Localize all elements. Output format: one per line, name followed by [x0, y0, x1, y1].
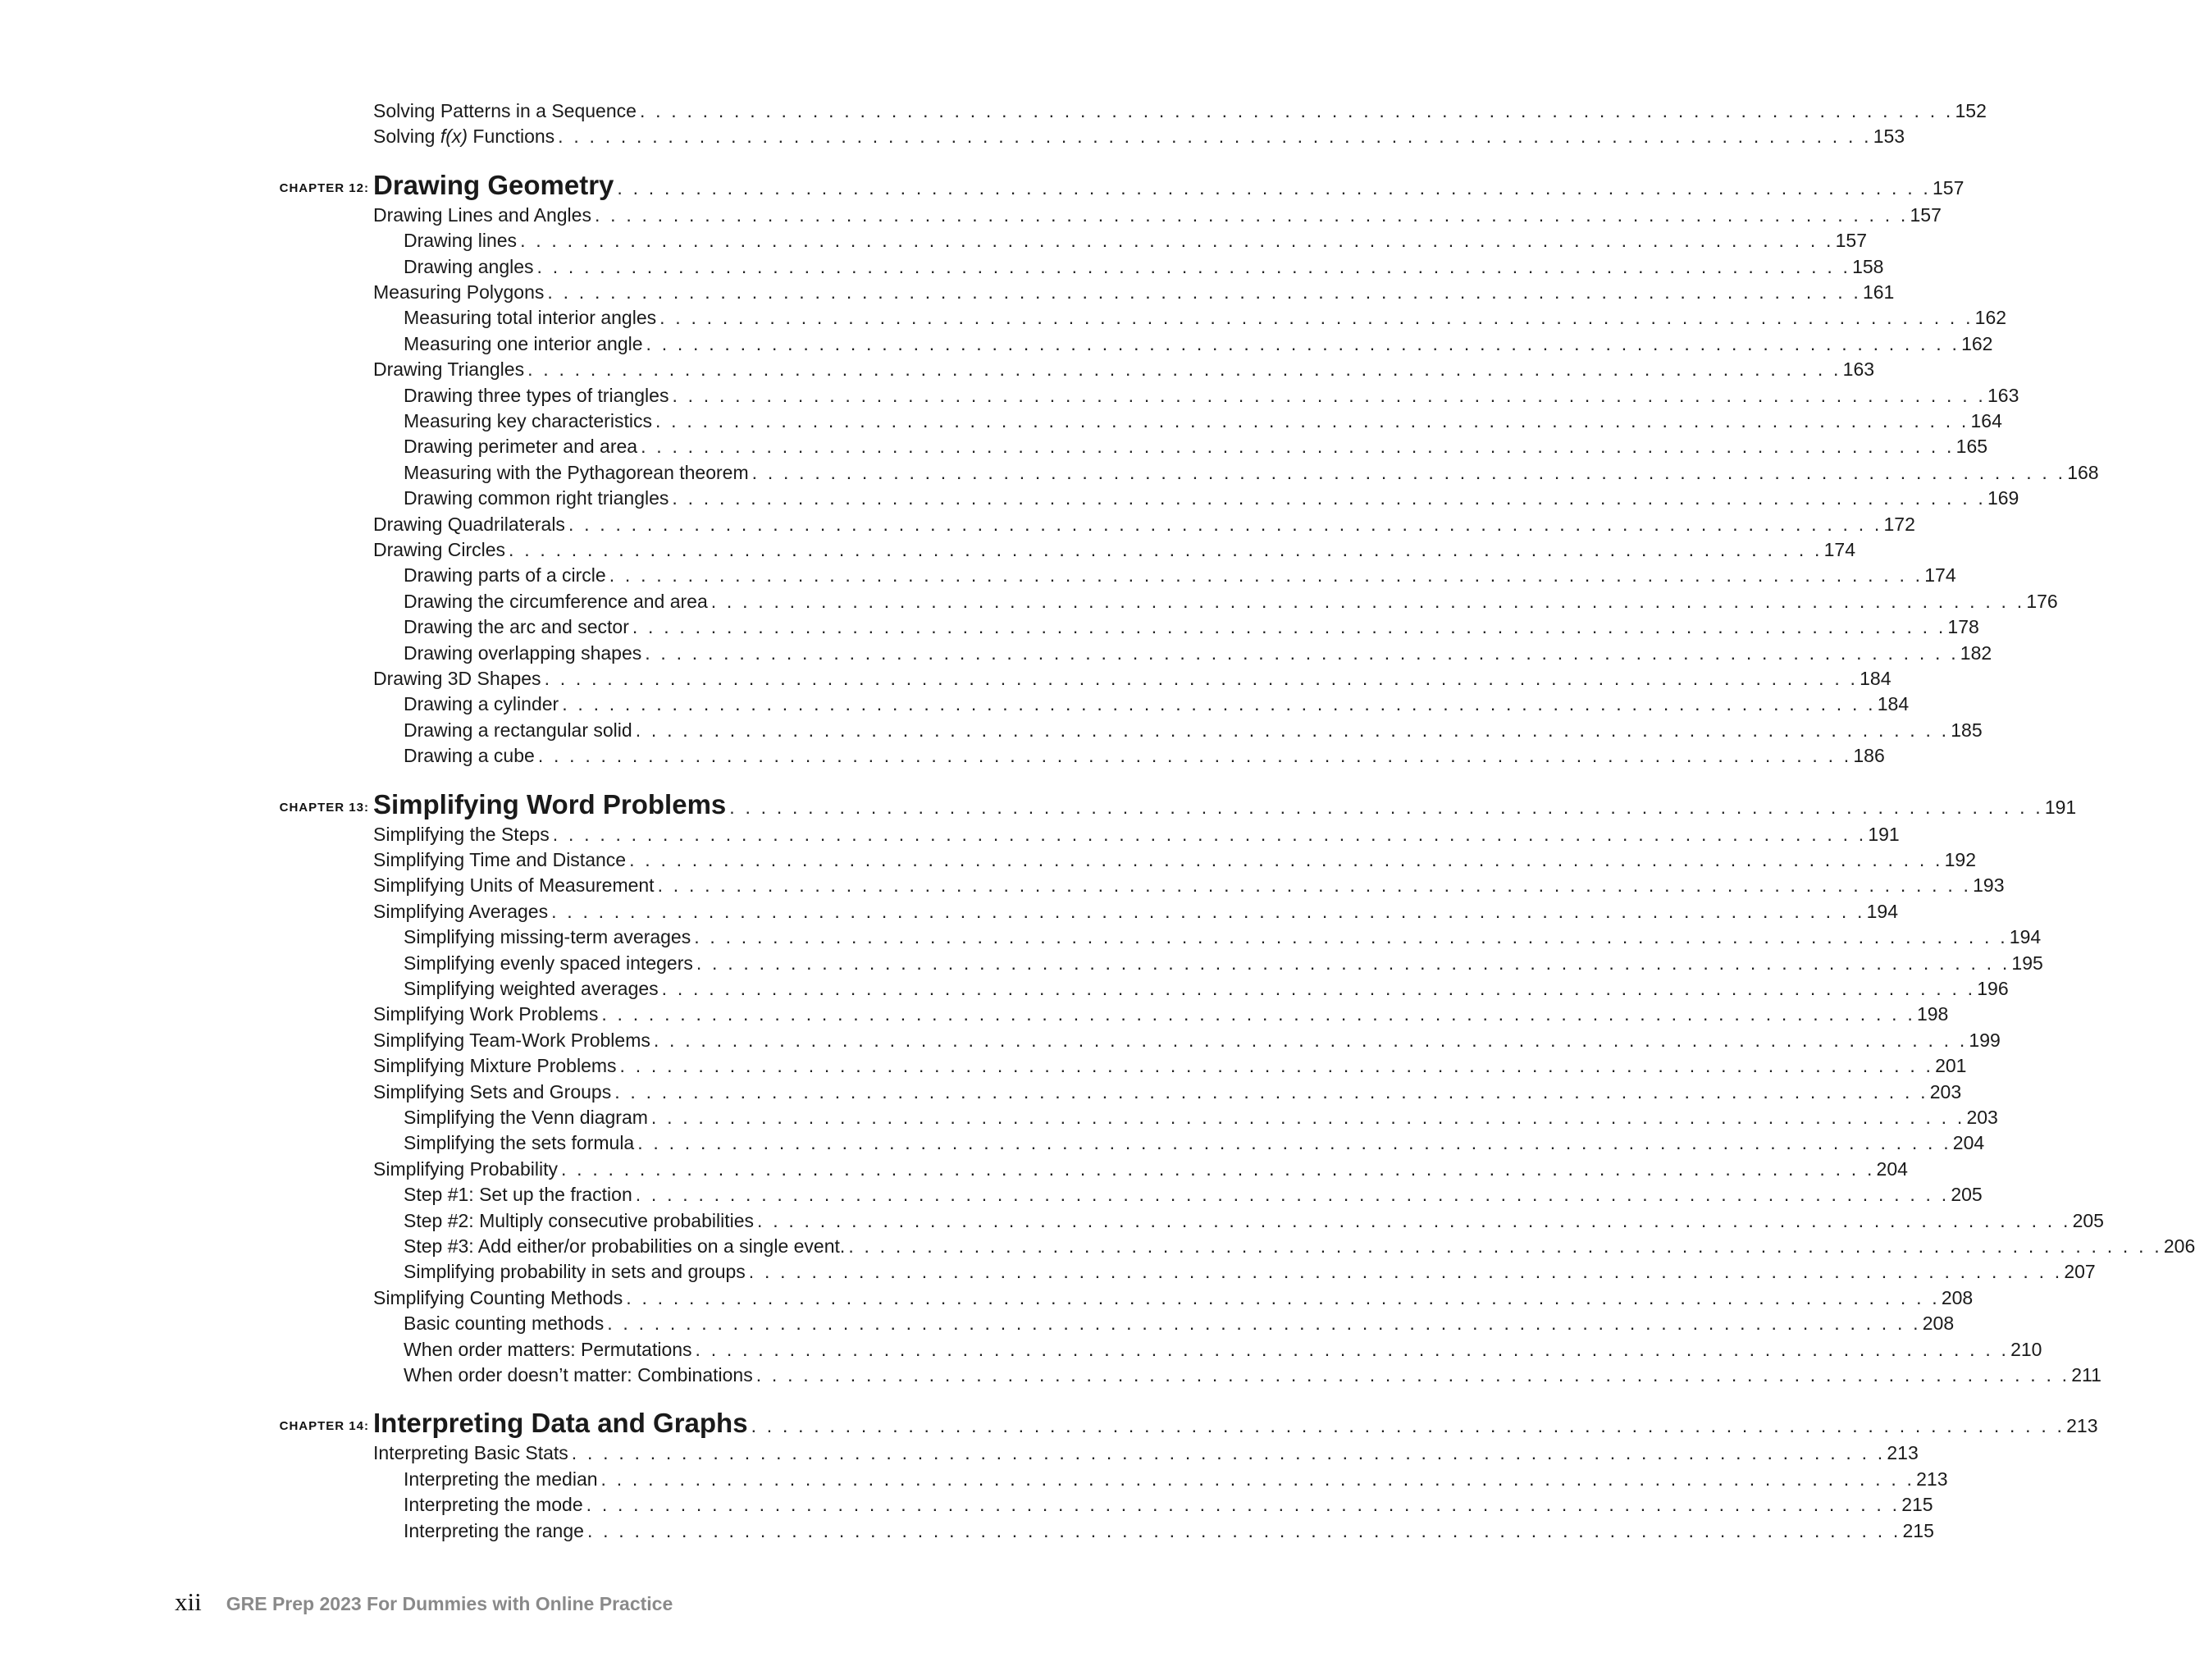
subsection-entry[interactable] — [404, 1208, 2104, 1233]
entry-page: 208 — [1922, 1312, 1955, 1335]
dot-leader: . . . . . . . . . . . . . . . . . . . . . . . . . . . . . . . . . . . . . . . . . . . . . . . . . . . . . . . . . . . . . . . . . . . . . . . . . . . . . . . . . . . . — [560, 1157, 1875, 1180]
dot-leader: . . . . . . . . . . . . . . . . . . . . . . . . . . . . . . . . . . . . . . . . . . . . . . . . . . . . . . . . . . . . . . . . . . . . . . . . . . . . . . . . . . . . — [751, 1415, 2065, 1437]
entry-title: Drawing angles — [404, 255, 534, 277]
entry-page: 162 — [1961, 332, 1993, 354]
entry-page: 163 — [1987, 384, 2019, 406]
entry-title: When order doesn’t matter: Combinations — [404, 1364, 753, 1386]
subsection-entry[interactable] — [404, 640, 1992, 665]
section-entry[interactable] — [373, 356, 1875, 381]
entry-page: 198 — [1916, 1003, 1949, 1025]
dot-leader: . . . . . . . . . . . . . . . . . . . . . . . . . . . . . . . . . . . . . . . . . . . . . . . . . . . . . . . . . . . . . . . . . . . . . . . . . . . . . . . . . . . . — [646, 332, 1960, 354]
entry-title: Drawing a cylinder — [404, 693, 559, 715]
entry-title: Step #2: Multiply consecutive probabilities — [404, 1209, 755, 1231]
section-entry[interactable] — [373, 123, 1905, 148]
section-entry[interactable] — [373, 1079, 1962, 1104]
dot-leader: . . . . . . . . . . . . . . . . . . . . . . . . . . . . . . . . . . . . . . . . . . . . . . . . . . . . . . . . . . . . . . . . . . . . . . . . . . . . . . . . . . . . — [650, 1107, 1965, 1128]
entry-title: Simplifying Counting Methods — [373, 1286, 623, 1308]
entry-title: Simplifying weighted averages — [404, 978, 659, 999]
subsection-entry[interactable] — [404, 1104, 1998, 1130]
entry-page: 191 — [2044, 796, 2077, 818]
subsection-entry[interactable] — [404, 614, 1979, 639]
subsection-entry[interactable] — [404, 1518, 1934, 1543]
entry-page: 215 — [1901, 1494, 1933, 1516]
dot-leader: . . . . . . . . . . . . . . . . . . . . . . . . . . . . . . . . . . . . . . . . . . . . . . . . . . . . . . . . . . . . . . . . . . . . . . . . . . . . . . . . . . . . — [619, 1055, 1934, 1077]
entry-title: Drawing Geometry — [373, 169, 614, 200]
entry-title: Simplifying the Steps — [373, 823, 550, 845]
entry-title: Step #3: Add either/or probabilities on a single event. — [404, 1235, 846, 1257]
dot-leader: . . . . . . . . . . . . . . . . . . . . . . . . . . . . . . . . . . . . . . . . . . . . . . . . . . . . . . . . . . . . . . . . . . . . . . . . . . . . . . . . . . . . — [607, 1312, 1921, 1335]
section-entry[interactable] — [373, 1285, 1974, 1310]
entry-page: 157 — [1910, 203, 1942, 226]
entry-title: Drawing Lines and Angles — [373, 203, 591, 226]
dot-leader: . . . . . . . . . . . . . . . . . . . . . . . . . . . . . . . . . . . . . . . . . . . . . . . . . . . . . . . . . . . . . . . . . . . . . . . . . . . . . . . . . . . . — [547, 281, 1861, 303]
entry-title: Basic counting methods — [404, 1312, 605, 1335]
dot-leader: . . . . . . . . . . . . . . . . . . . . . . . . . . . . . . . . . . . . . . . . . . . . . . . . . . . . . . . . . . . . . . . . . . . . . . . . . . . . . . . . . . . . — [629, 849, 1943, 870]
dot-leader: . . . . . . . . . . . . . . . . . . . . . . . . . . . . . . . . . . . . . . . . . . . . . . . . . . . . . . . . . . . . . . . . . . . . . . . . . . . . . . . . . . . . — [657, 874, 1972, 897]
entry-page: 194 — [2009, 926, 2042, 948]
dot-leader: . . . . . . . . . . . . . . . . . . . . . . . . . . . . . . . . . . . . . . . . . . . . . . . . . . . . . . . . . . . . . . . . . . . . . . . . . . . . . . . . . . . . — [586, 1519, 1901, 1541]
subsection-entry[interactable] — [404, 742, 1885, 768]
subsection-entry[interactable] — [404, 588, 2058, 614]
entry-page: 215 — [1902, 1519, 1934, 1541]
entry-title: Drawing common right triangles — [404, 487, 669, 509]
subsection-entry[interactable] — [404, 562, 1956, 587]
entry-page: 205 — [2072, 1209, 2104, 1231]
dot-leader: . . . . . . . . . . . . . . . . . . . . . . . . . . . . . . . . . . . . . . . . . . . . . . . . . . . . . . . . . . . . . . . . . . . . . . . . . . . . . . . . . . . . — [551, 900, 1865, 922]
section-entry[interactable] — [373, 821, 1900, 847]
entry-title: Drawing a rectangular solid — [404, 719, 632, 741]
entry-page: 158 — [1852, 255, 1884, 277]
section-entry[interactable] — [373, 536, 1855, 562]
entry-page: 174 — [1823, 539, 1855, 560]
dot-leader: . . . . . . . . . . . . . . . . . . . . . . . . . . . . . . . . . . . . . . . . . . . . . . . . . . . . . . . . . . . . . . . . . . . . . . . . . . . . . . . . . . . . — [594, 203, 1909, 226]
chapter-entry[interactable] — [373, 1404, 2098, 1440]
chapter-entry[interactable] — [373, 166, 1965, 202]
entry-page: 208 — [1941, 1286, 1974, 1308]
dot-leader: . . . . . . . . . . . . . . . . . . . . . . . . . . . . . . . . . . . . . . . . . . . . . . . . . . . . . . . . . . . . . . . . . . . . . . . . . . . . . . . . . . . . — [635, 1184, 1950, 1206]
dot-leader: . . . . . . . . . . . . . . . . . . . . . . . . . . . . . . . . . . . . . . . . . . . . . . . . . . . . . . . . . . . . . . . . . . . . . . . . . . . . . . . . . . . . — [641, 436, 1955, 458]
dot-leader: . . . . . . . . . . . . . . . . . . . . . . . . . . . . . . . . . . . . . . . . . . . . . . . . . . . . . . . . . . . . . . . . . . . . . . . . . . . . . . . . . . . . — [637, 1132, 1951, 1154]
entry-page: 153 — [1873, 126, 1905, 148]
dot-leader: . . . . . . . . . . . . . . . . . . . . . . . . . . . . . . . . . . . . . . . . . . . . . . . . . . . . . . . . . . . . . . . . . . . . . . . . . . . . . . . . . . . . — [544, 668, 1859, 689]
subsection-entry[interactable] — [404, 717, 1983, 742]
entry-page: 184 — [1860, 668, 1892, 689]
dot-leader: . . . . . . . . . . . . . . . . . . . . . . . . . . . . . . . . . . . . . . . . . . . . . . . . . . . . . . . . . . . . . . . . . . . . . . . . . . . . . . . . . . . . — [527, 358, 1841, 381]
dot-leader: . . . . . . . . . . . . . . . . . . . . . . . . . . . . . . . . . . . . . . . . . . . . . . . . . . . . . . . . . . . . . . . . . . . . . . . . . . . . . . . . . . . . — [601, 1003, 1915, 1025]
subsection-entry[interactable] — [404, 253, 1884, 279]
entry-page: 213 — [1916, 1468, 1948, 1490]
dot-leader: . . . . . . . . . . . . . . . . . . . . . . . . . . . . . . . . . . . . . . . . . . . . . . . . . . . . . . . . . . . . . . . . . . . . . . . . . . . . . . . . . . . . — [552, 823, 1867, 845]
subsection-entry[interactable] — [404, 691, 1910, 716]
entry-page: 186 — [1853, 745, 1885, 767]
dot-leader: . . . . . . . . . . . . . . . . . . . . . . . . . . . . . . . . . . . . . . . . . . . . . . . . . . . . . . . . . . . . . . . . . . . . . . . . . . . . . . . . . . . . — [626, 1286, 1940, 1308]
dot-leader: . . . . . . . . . . . . . . . . . . . . . . . . . . . . . . . . . . . . . . . . . . . . . . . . . . . . . . . . . . . . . . . . . . . . . . . . . . . . . . . . . . . . — [509, 539, 1823, 560]
subsection-entry[interactable] — [404, 382, 2019, 408]
entry-page: 168 — [2067, 461, 2099, 483]
chapter-label: CHAPTER 14: — [279, 1419, 369, 1434]
dot-leader: . . . . . . . . . . . . . . . . . . . . . . . . . . . . . . . . . . . . . . . . . . . . . . . . . . . . . . . . . . . . . . . . . . . . . . . . . . . . . . . . . . . . — [600, 1468, 1915, 1490]
entry-title: Drawing Quadrilaterals — [373, 513, 565, 535]
entry-page: 165 — [1955, 436, 1988, 458]
dot-leader: . . . . . . . . . . . . . . . . . . . . . . . . . . . . . . . . . . . . . . . . . . . . . . . . . . . . . . . . . . . . . . . . . . . . . . . . . . . . . . . . . . . . — [659, 307, 1974, 329]
entry-title: Simplifying Word Problems — [373, 788, 727, 819]
subsection-entry[interactable] — [404, 1336, 2042, 1362]
entry-page: 164 — [1970, 410, 2002, 431]
section-entry[interactable] — [373, 1440, 1919, 1465]
entry-page: 152 — [1955, 100, 1987, 121]
entry-title: Simplifying the sets formula — [404, 1132, 635, 1154]
entry-title: Drawing three types of triangles — [404, 384, 669, 406]
entry-page: 169 — [1987, 487, 2019, 509]
entry-title: Drawing Circles — [373, 539, 506, 560]
dot-leader: . . . . . . . . . . . . . . . . . . . . . . . . . . . . . . . . . . . . . . . . . . . . . . . . . . . . . . . . . . . . . . . . . . . . . . . . . . . . . . . . . . . . — [848, 1235, 2162, 1257]
entry-title: Drawing the arc and sector — [404, 616, 629, 638]
section-entry[interactable] — [373, 202, 1942, 227]
entry-page: 176 — [2026, 590, 2058, 612]
entry-title: Interpreting Basic Stats — [373, 1442, 568, 1464]
dot-leader: . . . . . . . . . . . . . . . . . . . . . . . . . . . . . . . . . . . . . . . . . . . . . . . . . . . . . . . . . . . . . . . . . . . . . . . . . . . . . . . . . . . . — [536, 255, 1851, 277]
subsection-entry[interactable] — [404, 924, 2042, 949]
dot-leader: . . . . . . . . . . . . . . . . . . . . . . . . . . . . . . . . . . . . . . . . . . . . . . . . . . . . . . . . . . . . . . . . . . . . . . . . . . . . . . . . . . . . — [609, 564, 1923, 587]
page-footer — [175, 1587, 673, 1617]
book-title: GRE Prep 2023 For Dummies with Online Practice — [226, 1593, 673, 1614]
entry-title: Simplifying Sets and Groups — [373, 1080, 612, 1102]
entry-page: 204 — [1952, 1132, 1985, 1154]
entry-page: 203 — [1929, 1080, 1962, 1102]
entry-title: Measuring Polygons — [373, 281, 545, 303]
subsection-entry[interactable] — [404, 1233, 2195, 1258]
dot-leader: . . . . . . . . . . . . . . . . . . . . . . . . . . . . . . . . . . . . . . . . . . . . . . . . . . . . . . . . . . . . . . . . . . . . . . . . . . . . . . . . . . . . — [655, 410, 1969, 431]
entry-title: Simplifying Time and Distance — [373, 849, 627, 870]
entry-title: Measuring with the Pythagorean theorem — [404, 461, 749, 483]
entry-page: 174 — [1924, 564, 1956, 587]
entry-page: 201 — [1935, 1055, 1967, 1077]
entry-page: 193 — [1973, 874, 2005, 897]
entry-title: Drawing parts of a circle — [404, 564, 606, 587]
entry-page: 210 — [2010, 1338, 2042, 1360]
subsection-entry[interactable] — [404, 950, 2043, 975]
entry-page: 207 — [2064, 1261, 2096, 1283]
subsection-entry[interactable] — [404, 485, 2019, 510]
subsection-entry[interactable] — [404, 227, 1867, 253]
entry-title: Interpreting the median — [404, 1468, 598, 1490]
entry-title: Drawing a cube — [404, 745, 535, 767]
entry-page: 192 — [1944, 849, 1977, 870]
entry-title: Simplifying Work Problems — [373, 1003, 599, 1025]
dot-leader: . . . . . . . . . . . . . . . . . . . . . . . . . . . . . . . . . . . . . . . . . . . . . . . . . . . . . . . . . . . . . . . . . . . . . . . . . . . . . . . . . . . . — [672, 384, 1986, 406]
entry-page: 191 — [1868, 823, 1900, 845]
chapter-label: CHAPTER 13: — [279, 800, 369, 815]
entry-title: Drawing lines — [404, 230, 518, 252]
dot-leader: . . . . . . . . . . . . . . . . . . . . . . . . . . . . . . . . . . . . . . . . . . . . . . . . . . . . . . . . . . . . . . . . . . . . . . . . . . . . . . . . . . . . — [672, 487, 1986, 509]
entry-title: Simplifying missing-term averages — [404, 926, 691, 948]
section-entry[interactable] — [373, 665, 1892, 691]
entry-title: Drawing overlapping shapes — [404, 641, 642, 664]
subsection-entry[interactable] — [404, 408, 2002, 433]
dot-leader: . . . . . . . . . . . . . . . . . . . . . . . . . . . . . . . . . . . . . . . . . . . . . . . . . . . . . . . . . . . . . . . . . . . . . . . . . . . . . . . . . . . . — [639, 100, 1954, 121]
entry-title: Step #1: Set up the fraction — [404, 1184, 632, 1206]
section-entry[interactable] — [373, 1001, 1949, 1026]
entry-title: Simplifying the Venn diagram — [404, 1107, 648, 1128]
section-entry[interactable] — [373, 1027, 2001, 1052]
section-entry[interactable] — [373, 98, 1987, 123]
entry-page: 161 — [1862, 281, 1895, 303]
chapter-entry[interactable] — [373, 785, 2077, 821]
entry-title — [373, 124, 558, 148]
subsection-entry[interactable] — [404, 975, 2009, 1001]
entry-page: 178 — [1947, 616, 1979, 638]
dot-leader: . . . . . . . . . . . . . . . . . . . . . . . . . . . . . . . . . . . . . . . . . . . . . . . . . . . . . . . . . . . . . . . . . . . . . . . . . . . . . . . . . . . . — [558, 126, 1872, 148]
entry-page: 194 — [1866, 900, 1899, 922]
subsection-entry[interactable] — [404, 1491, 1933, 1517]
entry-page: 206 — [2163, 1235, 2195, 1257]
subsection-entry[interactable] — [404, 1130, 1985, 1155]
dot-leader: . . . . . . . . . . . . . . . . . . . . . . . . . . . . . . . . . . . . . . . . . . . . . . . . . . . . . . . . . . . . . . . . . . . . . . . . . . . . . . . . . . . . — [661, 978, 1976, 999]
dot-leader: . . . . . . . . . . . . . . . . . . . . . . . . . . . . . . . . . . . . . . . . . . . . . . . . . . . . . . . . . . . . . . . . . . . . . . . . . . . . . . . . . . . . — [645, 641, 1959, 664]
entry-page: 162 — [1974, 307, 2007, 329]
dot-leader: . . . . . . . . . . . . . . . . . . . . . . . . . . . . . . . . . . . . . . . . . . . . . . . . . . . . . . . . . . . . . . . . . . . . . . . . . . . . . . . . . . . . — [632, 616, 1946, 638]
entry-page: 205 — [1951, 1184, 1983, 1206]
section-entry[interactable] — [373, 511, 1915, 536]
chapter-label: CHAPTER 12: — [279, 180, 369, 195]
entry-title: Simplifying Units of Measurement — [373, 874, 655, 897]
dot-leader: . . . . . . . . . . . . . . . . . . . . . . . . . . . . . . . . . . . . . . . . . . . . . . . . . . . . . . . . . . . . . . . . . . . . . . . . . . . . . . . . . . . . — [694, 926, 2008, 948]
dot-leader: . . . . . . . . . . . . . . . . . . . . . . . . . . . . . . . . . . . . . . . . . . . . . . . . . . . . . . . . . . . . . . . . . . . . . . . . . . . . . . . . . . . . — [586, 1494, 1901, 1516]
page-number: xii — [175, 1587, 202, 1616]
entry-title: Drawing 3D Shapes — [373, 668, 541, 689]
entry-title: Simplifying evenly spaced integers — [404, 952, 693, 974]
section-entry[interactable] — [373, 1156, 1908, 1181]
entry-page: 182 — [1960, 641, 1992, 664]
entry-title: Simplifying Team-Work Problems — [373, 1029, 650, 1051]
entry-title: Drawing Triangles — [373, 358, 525, 381]
entry-title: Solving Patterns in a Sequence — [373, 100, 637, 121]
entry-title: Simplifying Averages — [373, 900, 549, 922]
dot-leader: . . . . . . . . . . . . . . . . . . . . . . . . . . . . . . . . . . . . . . . . . . . . . . . . . . . . . . . . . . . . . . . . . . . . . . . . . . . . . . . . . . . . — [537, 745, 1852, 767]
dot-leader: . . . . . . . . . . . . . . . . . . . . . . . . . . . . . . . . . . . . . . . . . . . . . . . . . . . . . . . . . . . . . . . . . . . . . . . . . . . . . . . . . . . . — [696, 952, 2010, 974]
entry-title: Interpreting Data and Graphs — [373, 1408, 748, 1439]
entry-title: Simplifying Probability — [373, 1157, 558, 1180]
section-entry[interactable] — [373, 279, 1895, 304]
entry-page: 172 — [1883, 513, 1915, 535]
entry-title: Simplifying Mixture Problems — [373, 1055, 617, 1077]
subsection-entry[interactable] — [404, 1258, 2096, 1284]
entry-page: 195 — [2011, 952, 2043, 974]
dot-leader: . . . . . . . . . . . . . . . . . . . . . . . . . . . . . . . . . . . . . . . . . . . . . . . . . . . . . . . . . . . . . . . . . . . . . . . . . . . . . . . . . . . . — [653, 1029, 1968, 1051]
entry-page: 157 — [1932, 176, 1965, 199]
entry-page: 196 — [1977, 978, 2009, 999]
subsection-entry[interactable] — [404, 433, 1988, 459]
dot-leader: . . . . . . . . . . . . . . . . . . . . . . . . . . . . . . . . . . . . . . . . . . . . . . . . . . . . . . . . . . . . . . . . . . . . . . . . . . . . . . . . . . . . — [617, 176, 1931, 199]
entry-title: Simplifying probability in sets and groups — [404, 1261, 746, 1283]
dot-leader: . . . . . . . . . . . . . . . . . . . . . . . . . . . . . . . . . . . . . . . . . . . . . . . . . . . . . . . . . . . . . . . . . . . . . . . . . . . . . . . . . . . . — [568, 513, 1882, 535]
entry-page: 203 — [1966, 1107, 1998, 1128]
dot-leader: . . . . . . . . . . . . . . . . . . . . . . . . . . . . . . . . . . . . . . . . . . . . . . . . . . . . . . . . . . . . . . . . . . . . . . . . . . . . . . . . . . . . — [520, 230, 1834, 252]
dot-leader: . . . . . . . . . . . . . . . . . . . . . . . . . . . . . . . . . . . . . . . . . . . . . . . . . . . . . . . . . . . . . . . . . . . . . . . . . . . . . . . . . . . . — [748, 1261, 2063, 1283]
entry-title: Drawing perimeter and area — [404, 436, 638, 458]
entry-page: 184 — [1877, 693, 1910, 715]
entry-page: 213 — [1887, 1442, 1919, 1464]
subsection-entry[interactable] — [404, 459, 2099, 485]
dot-leader: . . . . . . . . . . . . . . . . . . . . . . . . . . . . . . . . . . . . . . . . . . . . . . . . . . . . . . . . . . . . . . . . . . . . . . . . . . . . . . . . . . . . — [635, 719, 1950, 741]
entry-title-italic: f(x) — [440, 126, 468, 148]
section-entry[interactable] — [373, 872, 2005, 897]
subsection-entry[interactable] — [404, 1466, 1948, 1491]
section-entry[interactable] — [373, 898, 1899, 924]
dot-leader: . . . . . . . . . . . . . . . . . . . . . . . . . . . . . . . . . . . . . . . . . . . . . . . . . . . . . . . . . . . . . . . . . . . . . . . . . . . . . . . . . . . . — [614, 1080, 1928, 1102]
entry-title: Measuring total interior angles — [404, 307, 657, 329]
dot-leader: . . . . . . . . . . . . . . . . . . . . . . . . . . . . . . . . . . . . . . . . . . . . . . . . . . . . . . . . . . . . . . . . . . . . . . . . . . . . . . . . . . . . — [562, 693, 1876, 715]
entry-page: 199 — [1969, 1029, 2001, 1051]
entry-page: 163 — [1842, 358, 1875, 381]
entry-page: 211 — [2071, 1364, 2101, 1386]
dot-leader: . . . . . . . . . . . . . . . . . . . . . . . . . . . . . . . . . . . . . . . . . . . . . . . . . . . . . . . . . . . . . . . . . . . . . . . . . . . . . . . . . . . . — [571, 1442, 1886, 1464]
dot-leader: . . . . . . . . . . . . . . . . . . . . . . . . . . . . . . . . . . . . . . . . . . . . . . . . . . . . . . . . . . . . . . . . . . . . . . . . . . . . . . . . . . . . — [757, 1209, 2071, 1231]
entry-title: Drawing the circumference and area — [404, 590, 708, 612]
dot-leader: . . . . . . . . . . . . . . . . . . . . . . . . . . . . . . . . . . . . . . . . . . . . . . . . . . . . . . . . . . . . . . . . . . . . . . . . . . . . . . . . . . . . — [695, 1338, 2010, 1360]
section-entry[interactable] — [373, 1052, 1967, 1078]
entry-title: Interpreting the mode — [404, 1494, 583, 1516]
entry-title-part: Functions — [468, 126, 555, 148]
entry-title-part: Solving — [373, 126, 440, 148]
dot-leader: . . . . . . . . . . . . . . . . . . . . . . . . . . . . . . . . . . . . . . . . . . . . . . . . . . . . . . . . . . . . . . . . . . . . . . . . . . . . . . . . . . . . — [751, 461, 2066, 483]
entry-title: Measuring one interior angle — [404, 332, 643, 354]
dot-leader: . . . . . . . . . . . . . . . . . . . . . . . . . . . . . . . . . . . . . . . . . . . . . . . . . . . . . . . . . . . . . . . . . . . . . . . . . . . . . . . . . . . . — [755, 1364, 2070, 1386]
subsection-entry[interactable] — [404, 1310, 1955, 1335]
entry-page: 213 — [2066, 1415, 2098, 1437]
entry-title: When order matters: Permutations — [404, 1338, 692, 1360]
subsection-entry[interactable] — [404, 304, 2007, 330]
entry-title: Measuring key characteristics — [404, 410, 652, 431]
subsection-entry[interactable] — [404, 331, 1993, 356]
dot-leader: . . . . . . . . . . . . . . . . . . . . . . . . . . . . . . . . . . . . . . . . . . . . . . . . . . . . . . . . . . . . . . . . . . . . . . . . . . . . . . . . . . . . — [729, 796, 2043, 818]
entry-title: Interpreting the range — [404, 1519, 584, 1541]
subsection-entry[interactable] — [404, 1181, 1983, 1207]
subsection-entry[interactable] — [404, 1362, 2101, 1387]
section-entry[interactable] — [373, 847, 1977, 872]
entry-page: 204 — [1876, 1157, 1908, 1180]
entry-page: 157 — [1835, 230, 1867, 252]
dot-leader: . . . . . . . . . . . . . . . . . . . . . . . . . . . . . . . . . . . . . . . . . . . . . . . . . . . . . . . . . . . . . . . . . . . . . . . . . . . . . . . . . . . . — [710, 590, 2025, 612]
entry-page: 185 — [1951, 719, 1983, 741]
